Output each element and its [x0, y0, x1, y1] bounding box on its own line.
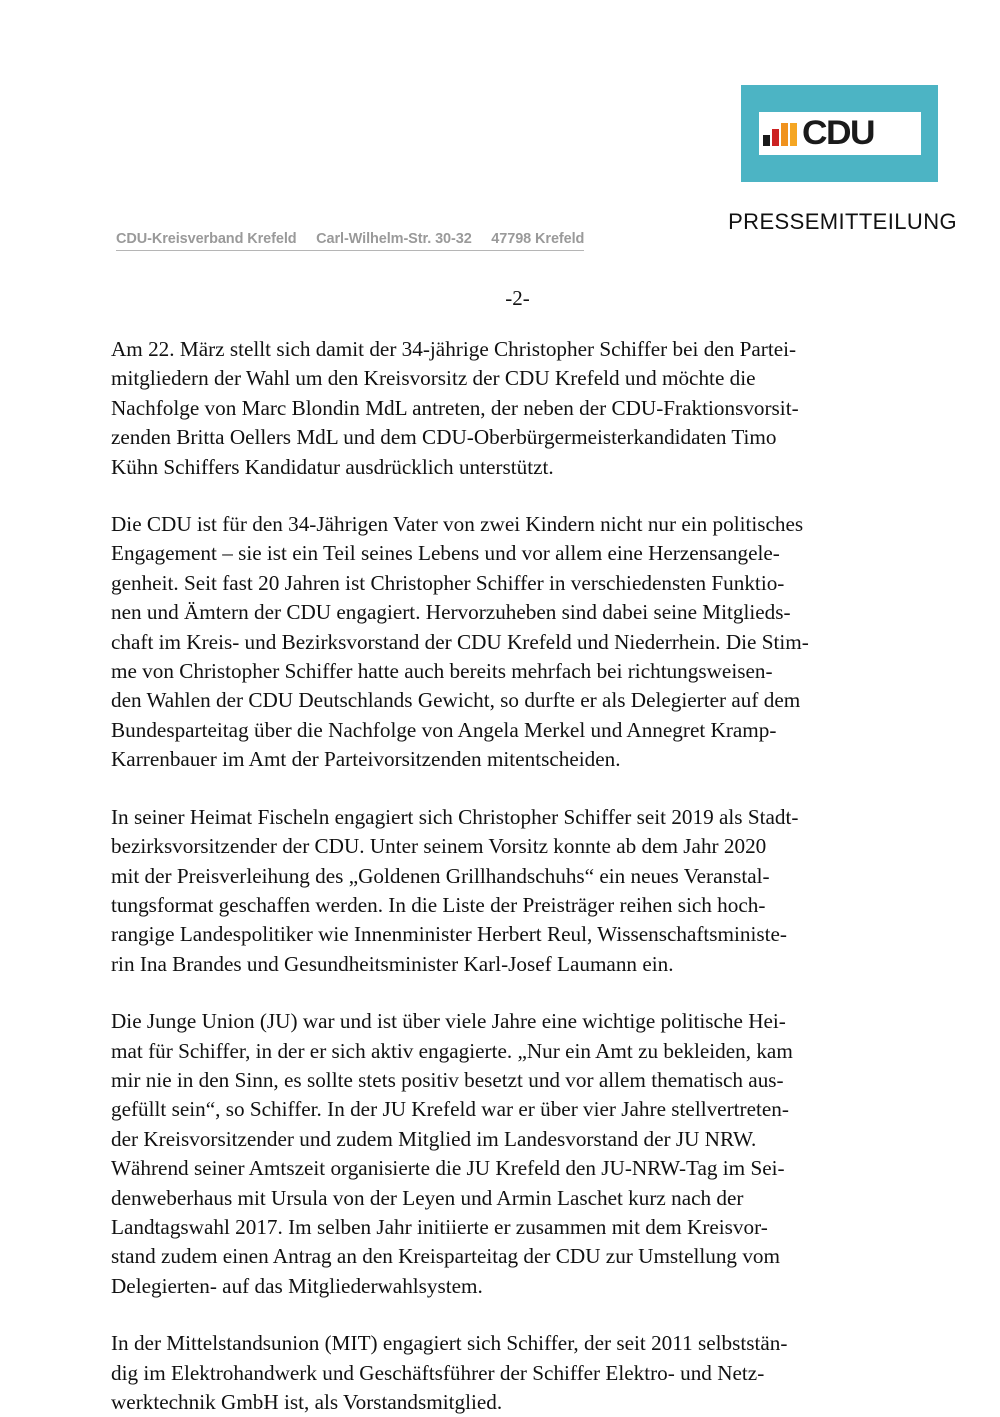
cdu-logo: [741, 85, 938, 182]
text-line: rangige Landespolitiker wie Innenminister Herbert Reul, Wissenschaftsministe-: [111, 922, 787, 947]
text-line: gefüllt sein“, so Schiffer. In der JU Krefeld war er über vier Jahre stellvertreten-: [111, 1097, 789, 1122]
text-line: denweberhaus mit Ursula von der Leyen und Armin Laschet kurz nach der: [111, 1185, 744, 1210]
text-line: mit der Preisverleihung des „Goldenen Grillhandschuhs“ ein neues Veranstal-: [111, 863, 770, 888]
text-line: zenden Britta Oellers MdL und dem CDU-Oberbürgermeisterkandidaten Timo: [111, 425, 777, 450]
text-line: Die Junge Union (JU) war und ist über viele Jahre eine wichtige politische Hei-: [111, 1009, 786, 1034]
text-line: chaft im Kreis- und Bezirksvorstand der CDU Krefeld und Niederrhein. Die Stim-: [111, 629, 809, 654]
flag-bar-red: [772, 129, 779, 146]
paragraph: [111, 803, 923, 979]
flag-bar-orange: [781, 123, 788, 146]
text-line: Bundesparteitag über die Nachfolge von Angela Merkel und Annegret Kramp-: [111, 717, 777, 742]
text-line: der Kreisvorsitzender und zudem Mitglied im Landesvorstand der JU NRW.: [111, 1126, 757, 1151]
cdu-logo-inner: [759, 112, 921, 155]
text-line: Am 22. März stellt sich damit der 34-jährige Christopher Schiffer bei den Partei-: [111, 337, 797, 361]
text-line: bezirksvorsitzender der CDU. Unter seinem Vorsitz konnte ab dem Jahr 2020: [111, 834, 767, 859]
text-line: Karrenbauer im Amt der Parteivorsitzenden mitentscheiden.: [111, 747, 621, 772]
text-line: In der Mittelstandsunion (MIT) engagiert sich Schiffer, der seit 2011 selbststän-: [111, 1331, 788, 1356]
text-line: Kühn Schiffers Kandidatur ausdrücklich unterstützt.: [111, 454, 554, 479]
text-line: Delegierten- auf das Mitgliederwahlsystem.: [111, 1273, 483, 1298]
sender-address-line: CDU-Kreisverband Krefeld Carl-Wilhelm-Str. 30-32 47798 Krefeld: [116, 231, 584, 251]
text-line: mir nie in den Sinn, es sollte stets positiv besetzt und vor allem thematisch aus-: [111, 1067, 784, 1092]
text-line: Die CDU ist für den 34-Jährigen Vater von zwei Kindern nicht nur ein politisches: [111, 512, 804, 537]
text-line: mitgliedern der Wahl um den Kreisvorsitz der CDU Krefeld und möchte die: [111, 366, 756, 391]
text-line: dig im Elektrohandwerk und Geschäftsführer der Schiffer Elektro- und Netz-: [111, 1360, 765, 1385]
german-flag-bars-icon: [763, 120, 799, 146]
text-line: mat für Schiffer, in der er sich aktiv engagierte. „Nur ein Amt zu bekleiden, kam: [111, 1038, 793, 1063]
text-line: Während seiner Amtszeit organisierte die JU Krefeld den JU-NRW-Tag im Sei-: [111, 1156, 785, 1181]
paragraph: [111, 510, 923, 775]
text-line: In seiner Heimat Fischeln engagiert sich Christopher Schiffer seit 2019 als Stadt-: [111, 804, 799, 829]
text-line: nen und Ämtern der CDU engagiert. Hervorzuheben sind dabei seine Mitglieds-: [111, 600, 791, 625]
paragraph: [111, 1329, 923, 1417]
page-number: -2-: [505, 286, 530, 310]
text-line: genheit. Seit fast 20 Jahren ist Christopher Schiffer in verschiedensten Funktio-: [111, 570, 785, 595]
text-line: tungsformat geschaffen werden. In die Liste der Preisträger reihen sich hoch-: [111, 892, 766, 917]
text-line: rin Ina Brandes und Gesundheitsminister Karl-Josef Laumann ein.: [111, 951, 674, 976]
press-release-label: PRESSEMITTEILUNG: [728, 209, 957, 234]
cdu-wordmark: CDU: [801, 113, 874, 152]
text-line: den Wahlen der CDU Deutschlands Gewicht, so durfte er als Delegierter auf dem: [111, 688, 801, 713]
flag-bar-black: [763, 135, 770, 146]
paragraph: [111, 335, 923, 482]
paragraph: [111, 1007, 923, 1301]
text-line: Engagement – sie ist ein Teil seines Lebens und vor allem eine Herzensangele-: [111, 541, 780, 566]
flag-bar-gold: [790, 123, 797, 146]
text-line: stand zudem einen Antrag an den Kreisparteitag der CDU zur Umstellung vom: [111, 1244, 780, 1269]
body-text: [111, 335, 923, 1417]
text-line: werktechnik GmbH ist, als Vorstandsmitglied.: [111, 1390, 503, 1414]
text-line: Landtagswahl 2017. Im selben Jahr initiierte er zusammen mit dem Kreisvor-: [111, 1214, 768, 1239]
text-line: me von Christopher Schiffer hatte auch bereits mehrfach bei richtungsweisen-: [111, 659, 773, 684]
text-line: Nachfolge von Marc Blondin MdL antreten, der neben der CDU-Fraktionsvorsit-: [111, 395, 799, 420]
